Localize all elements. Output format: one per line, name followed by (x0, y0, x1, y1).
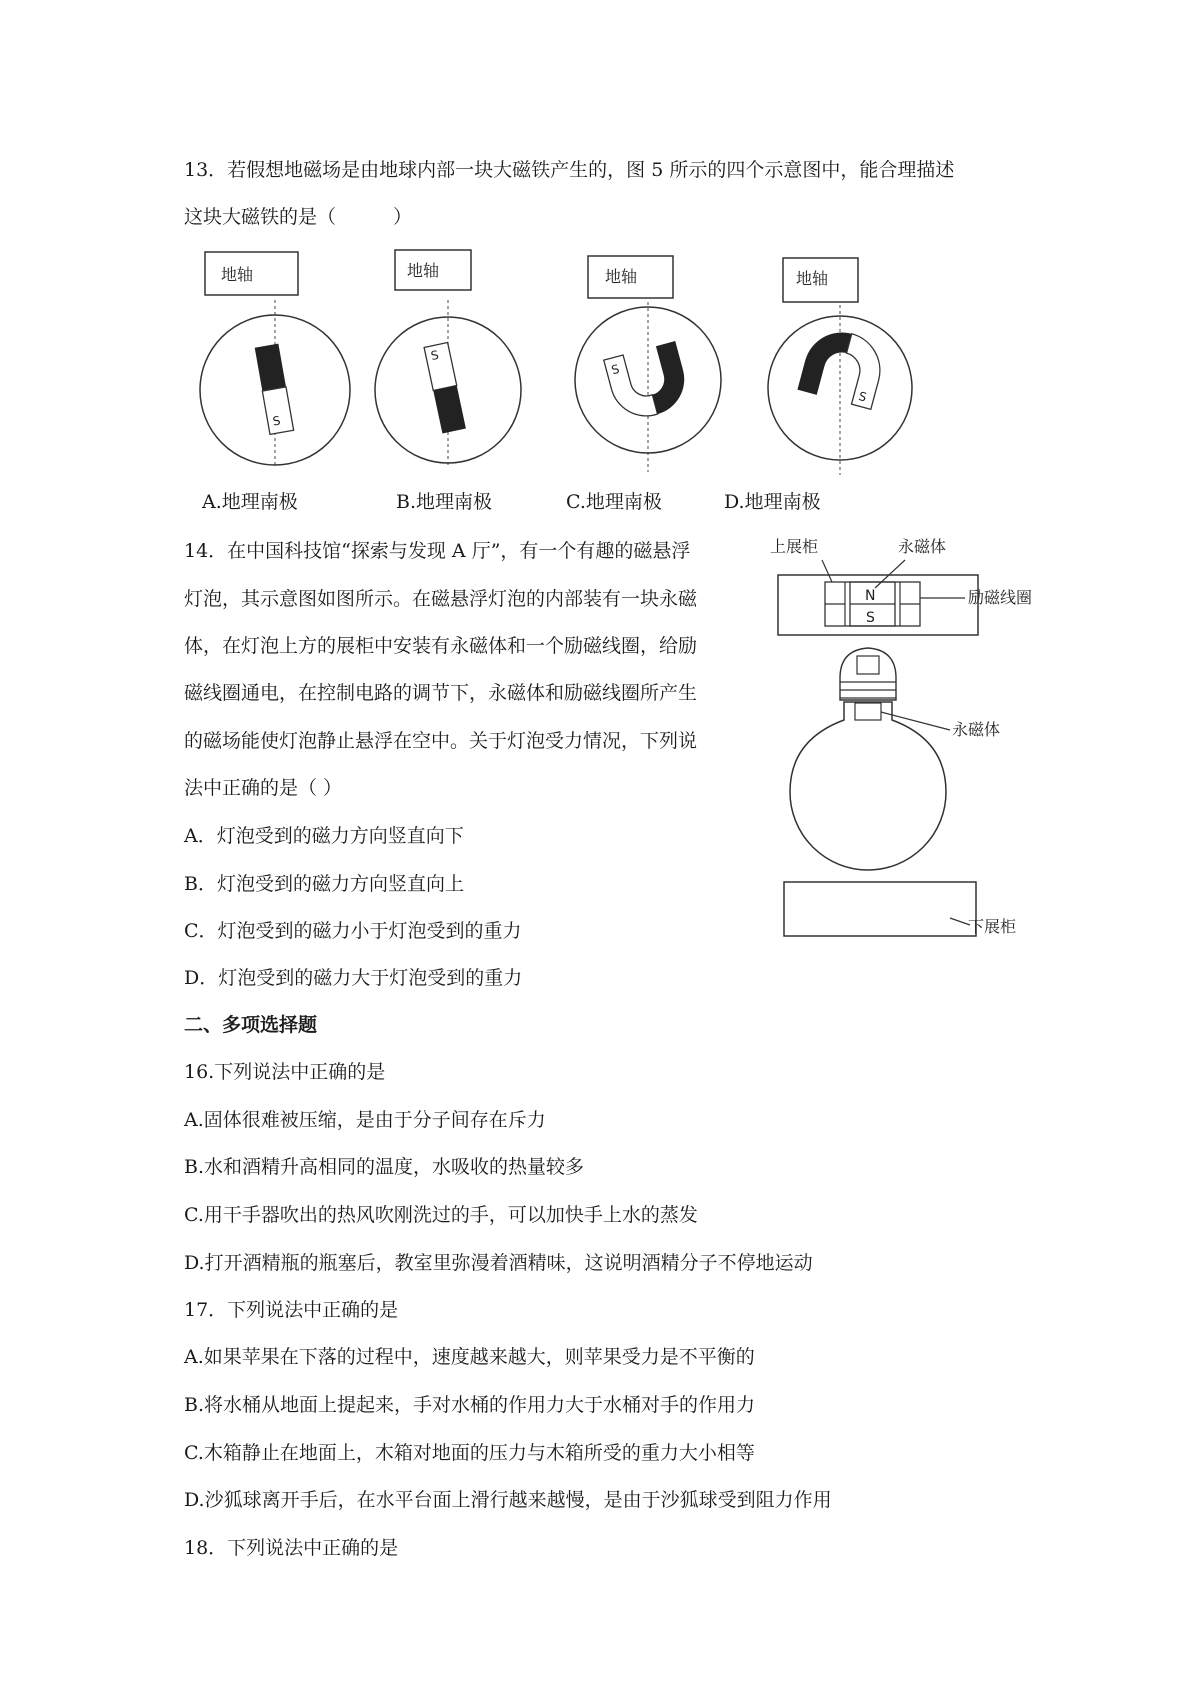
q14-maglev-figure (770, 530, 1050, 950)
lower-cabinet-label: 下展柜 (968, 917, 1017, 936)
pole-label: S (271, 413, 282, 429)
q13-option-b: B.地理南极 (396, 491, 493, 513)
q13-option-c: C.地理南极 (566, 491, 662, 513)
q14-stem-line4: 磁线圈通电，在控制电路的调节下，永磁体和励磁线圈所产生 (184, 682, 698, 704)
pole-n: N (865, 588, 876, 604)
axis-label: 地轴 (605, 267, 638, 286)
q16-option-a: A.固体很难被压缩，是由于分子间存在斥力 (184, 1109, 546, 1131)
q16-stem: 16.下列说法中正确的是 (184, 1061, 386, 1083)
magnet-bulb-label: 永磁体 (952, 720, 1001, 739)
q13-diagram-b (375, 250, 535, 480)
q13-diagram-c (565, 250, 735, 480)
q13-diagram-d (760, 250, 930, 480)
q17-option-d: D.沙狐球离开手后，在水平台面上滑行越来越慢，是由于沙狐球受到阻力作用 (184, 1489, 832, 1511)
pole-s: S (866, 610, 875, 626)
q18-stem: 18．下列说法中正确的是 (184, 1537, 399, 1559)
upper-cabinet-label: 上展柜 (770, 537, 819, 556)
q13-option-d: D.地理南极 (724, 491, 821, 513)
q14-option-c: C．灯泡受到的磁力小于灯泡受到的重力 (184, 920, 522, 942)
q17-option-a: A.如果苹果在下落的过程中，速度越来越大，则苹果受力是不平衡的 (184, 1346, 755, 1368)
q17-option-b: B.将水桶从地面上提起来，手对水桶的作用力大于水桶对手的作用力 (184, 1394, 756, 1416)
pole-label: S (429, 347, 440, 364)
q13-stem-line2: 这块大磁铁的是（ ） (184, 206, 413, 228)
axis-label: 地轴 (221, 265, 254, 284)
axis-label: 地轴 (407, 261, 440, 280)
q14-stem-line1: 14．在中国科技馆“探索与发现 A 厅”，有一个有趣的磁悬浮 (184, 540, 691, 562)
q14-stem-line5: 的磁场能使灯泡静止悬浮在空中。关于灯泡受力情况，下列说 (184, 730, 698, 752)
q14-option-d: D．灯泡受到的磁力大于灯泡受到的重力 (184, 967, 523, 989)
q14-stem-line3: 体，在灯泡上方的展柜中安装有永磁体和一个励磁线圈，给励 (184, 635, 698, 657)
magnet-top-label: 永磁体 (898, 537, 947, 556)
q14-stem-line6: 法中正确的是（ ） (184, 777, 343, 799)
section-title: 二、多项选择题 (184, 1014, 318, 1036)
q17-option-c: C.木箱静止在地面上，木箱对地面的压力与木箱所受的重力大小相等 (184, 1442, 755, 1464)
coil-label: 励磁线圈 (968, 588, 1033, 607)
pole-label: S (609, 361, 621, 378)
q13-stem-line1: 13．若假想地磁场是由地球内部一块大磁铁产生的，图 5 所示的四个示意图中，能合理描述 (184, 159, 955, 181)
q13-diagram-a (195, 250, 355, 480)
q13-option-a: A.地理南极 (202, 491, 298, 513)
q16-option-b: B.水和酒精升高相同的温度，水吸收的热量较多 (184, 1156, 585, 1178)
q16-option-c: C.用干手器吹出的热风吹刚洗过的手，可以加快手上水的蒸发 (184, 1204, 698, 1226)
q14-option-b: B．灯泡受到的磁力方向竖直向上 (184, 873, 464, 895)
q17-stem: 17．下列说法中正确的是 (184, 1299, 399, 1321)
q14-option-a: A．灯泡受到的磁力方向竖直向下 (184, 825, 464, 847)
q16-option-d: D.打开酒精瓶的瓶塞后，教室里弥漫着酒精味，这说明酒精分子不停地运动 (184, 1252, 813, 1274)
pole-label: S (857, 389, 869, 405)
axis-label: 地轴 (796, 269, 829, 288)
q14-stem-line2: 灯泡，其示意图如图所示。在磁悬浮灯泡的内部装有一块永磁 (184, 588, 698, 610)
